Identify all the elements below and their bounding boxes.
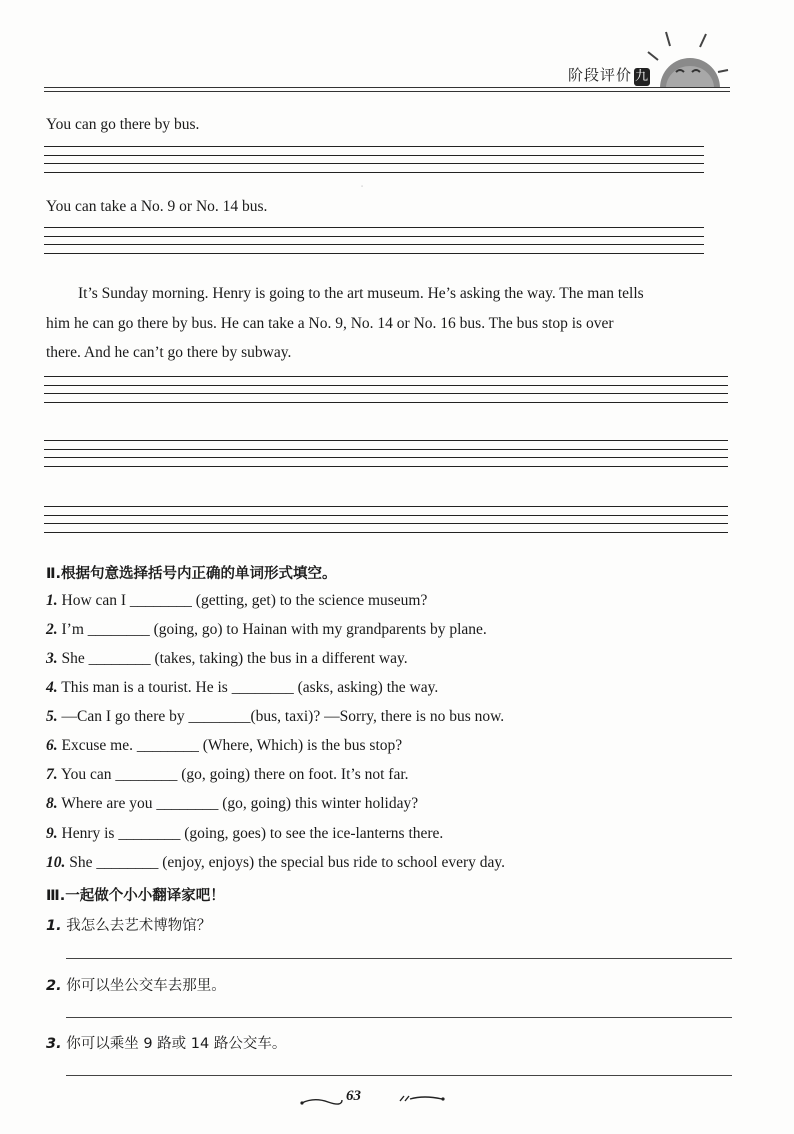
question-number: 10. [46, 854, 66, 871]
question-row [46, 825, 443, 843]
question-row [46, 854, 505, 872]
passage [46, 279, 729, 368]
header-section-label [568, 64, 650, 86]
header-label-text: 阶段评价 [568, 66, 633, 84]
question-text[interactable]: Excuse me. ________ (Where, Which) is the bus stop? [61, 737, 403, 754]
question-text[interactable]: She ________ (takes, taking) the bus in a different way. [61, 650, 408, 667]
question-number: 2. [46, 978, 62, 994]
question-number: 6. [46, 737, 58, 754]
writing-lines-1[interactable] [44, 146, 704, 180]
question-number: 7. [46, 766, 58, 783]
page-number: 63 [346, 1088, 361, 1104]
translation-row [46, 974, 226, 995]
question-text[interactable]: Henry is ________ (going, goes) to see the ice-lanterns there. [61, 825, 444, 842]
footer-flourish-left-icon [300, 1094, 344, 1112]
question-number: 1. [46, 592, 58, 609]
question-text[interactable]: This man is a tourist. He is ________ (asks, asking) the way. [61, 679, 439, 696]
question-row [46, 708, 504, 726]
footer-flourish-right-icon [398, 1092, 446, 1110]
translation-row [46, 914, 211, 935]
writing-lines-3[interactable] [44, 376, 728, 410]
question-number: 5. [46, 708, 58, 725]
question-row [46, 592, 427, 610]
translation-row [46, 1032, 286, 1053]
passage-line-3: there. And he can’t go there by subway. [46, 344, 292, 361]
section-3-title: Ⅲ.一起做个小小翻译家吧！ [46, 888, 225, 904]
question-row [46, 650, 408, 668]
header-sun-icon [636, 30, 736, 90]
header-section-number: 九 [635, 69, 650, 84]
writing-lines-4[interactable] [44, 440, 728, 474]
question-number: 3. [46, 650, 58, 667]
header-rule [44, 87, 730, 88]
translation-text: 我怎么去艺术博物馆？ [66, 918, 212, 934]
question-row [46, 766, 409, 784]
question-text[interactable]: —Can I go there by ________(bus, taxi)? —Sorry, there is no bus now. [61, 708, 505, 725]
question-text[interactable]: I’m ________ (going, go) to Hainan with my grandparents by plane. [61, 621, 487, 638]
answer-line[interactable] [66, 1075, 732, 1076]
question-text[interactable]: How can I ________ (getting, get) to the science museum? [61, 592, 428, 609]
translation-text: 你可以坐公交车去那里。 [66, 978, 226, 994]
question-text[interactable]: She ________ (enjoy, enjoys) the special bus ride to school every day. [69, 854, 506, 871]
question-number: 4. [46, 679, 58, 696]
passage-line-1: It’s Sunday morning. Henry is going to the art museum. He’s asking the way. The man tells [78, 285, 644, 302]
writing-lines-2[interactable] [44, 227, 704, 261]
question-number: 1. [46, 918, 62, 934]
question-row [46, 795, 418, 813]
question-number: 2. [46, 621, 58, 638]
question-row [46, 737, 402, 755]
question-number: 8. [46, 795, 58, 812]
question-row [46, 621, 487, 639]
question-text[interactable]: You can ________ (go, going) there on foot. It’s not far. [60, 766, 409, 783]
question-text[interactable]: Where are you ________ (go, going) this winter holiday? [61, 795, 419, 812]
passage-line-2: him he can go there by bus. He can take a No. 9, No. 14 or No. 16 bus. The bus stop is over [46, 314, 614, 332]
question-number: 3. [46, 1036, 62, 1052]
rewrite-sentence-1: You can go there by bus. [46, 116, 200, 133]
translation-text: 你可以乘坐 9 路或 14 路公交车。 [66, 1036, 287, 1052]
answer-line[interactable] [66, 958, 732, 959]
show-through-text: · [360, 180, 365, 195]
question-row [46, 679, 438, 697]
rewrite-sentence-2: You can take a No. 9 or No. 14 bus. [46, 198, 268, 215]
question-number: 9. [46, 825, 58, 842]
section-2-title: Ⅱ.根据句意选择括号内正确的单词形式填空。 [46, 566, 337, 582]
answer-line[interactable] [66, 1017, 732, 1018]
writing-lines-5[interactable] [44, 506, 728, 540]
header-rule-thin [44, 91, 730, 92]
